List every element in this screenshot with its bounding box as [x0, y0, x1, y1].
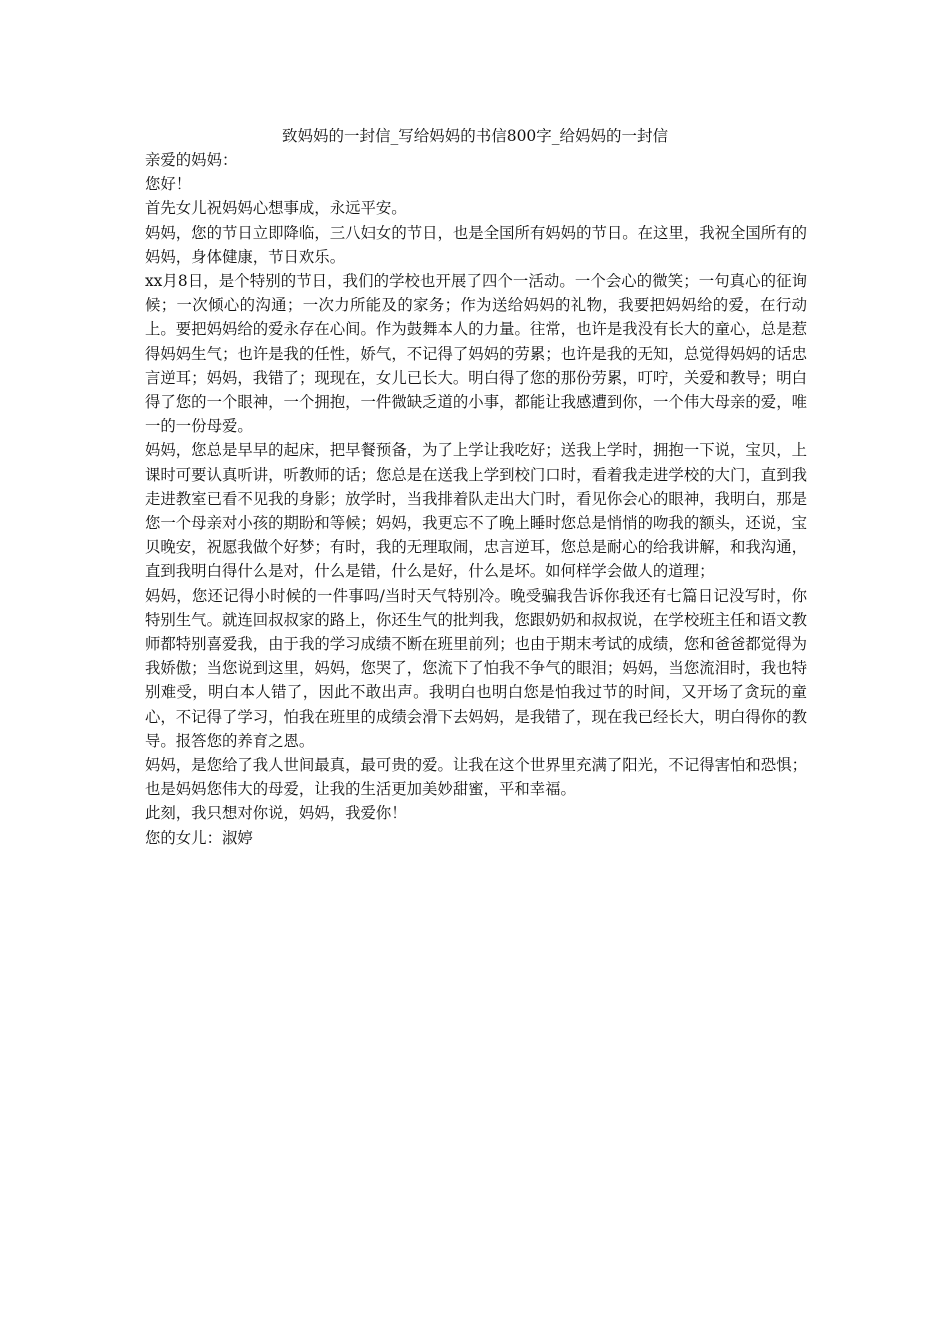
paragraph-closing: 此刻，我只想对你说，妈妈，我爱你！: [145, 804, 407, 823]
paragraph-holiday: 妈妈，您的节日立即降临，三八妇女的节日，也是全国所有妈妈的节日。在这里，我祝全国所有的妈妈，身体健康，节日欢乐。: [145, 223, 807, 266]
document-title: 致妈妈的一封信_写给妈妈的书信800字_给妈妈的一封信: [281, 127, 669, 145]
paragraph-gratitude: 妈妈，是您给了我人世间最真，最可贵的爱。让我在这个世界里充满了阳光，不记得害怕和恐惧；也是妈妈您伟大的母爱，让我的生活更加美妙甜蜜，平和幸福。: [145, 756, 807, 799]
signature: 您的女儿：淑婷: [145, 828, 253, 847]
paragraph-activity: xx月8日，是个特别的节日，我们的学校也开展了四个一活动。一个会心的微笑；一句真心的征询候；一次倾心的沟通；一次力所能及的家务；作为送给妈妈的礼物，我要把妈妈给的爱，在行动上。要把妈妈给的爱永存在心间。作为鼓舞本人的力量。往常，也许是我没有长大的童心，总是惹得妈妈生气；也许是我的任性，娇气，不记得了妈妈的劳累；也许是我的无知，总觉得妈妈的话忠言逆耳；妈妈，我错了；现现在，女儿已长大。明白得了您的那份劳累，叮咛，关爱和教导；明白得了您的一个眼神，一个拥抱，一件微缺乏道的小事，都能让我感遭到你，一个伟大母亲的爱，唯一的一份母爱。: [145, 272, 807, 436]
letter-body: [145, 148, 807, 850]
paragraph-wishes: 首先女儿祝妈妈心想事成，永远平安。: [145, 199, 407, 218]
paragraph-daily-care: 妈妈，您总是早早的起床，把早餐预备，为了上学让我吃好；送我上学时，拥抱一下说，宝贝，上课时可要认真听讲，听教师的话；您总是在送我上学到校门口时，看着我走进学校的大门，直到我走进教室已看不见我的身影；放学时，当我排着队走出大门时，看见你会心的眼神，我明白，那是您一个母亲对小孩的期盼和等候；妈妈，我更忘不了晚上睡时您总是悄悄的吻我的额头，还说，宝贝晚安，祝愿我做个好梦；有时，我的无理取闹，忠言逆耳，您总是耐心的给我讲解，和我沟通，直到我明白得什么是对，什么是错，什么是好，什么是坏。如何样学会做人的道理；: [145, 441, 807, 581]
greeting: 您好！: [145, 175, 192, 194]
paragraph-memory: 妈妈，您还记得小时候的一件事吗/当时天气特别冷。晚受骗我告诉你我还有七篇日记没写时，你特别生气。就连回叔叔家的路上，你还生气的批判我，您跟奶奶和叔叔说，在学校班主任和语文教师都特别喜爱我，由于我的学习成绩不断在班里前列；也由于期末考试的成绩，您和爸爸都觉得为我娇傲；当您说到这里，妈妈，您哭了，您流下了怕我不争气的眼泪；妈妈，当您流泪时，我也特别难受，明白本人错了，因此不敢出声。我明白也明白您是怕我过节的时间，又开场了贪玩的童心，不记得了学习，怕我在班里的成绩会滑下去妈妈，是我错了，现在我已经长大，明白得你的教导。报答您的养育之恩。: [145, 586, 807, 750]
salutation: 亲爱的妈妈：: [145, 151, 238, 169]
